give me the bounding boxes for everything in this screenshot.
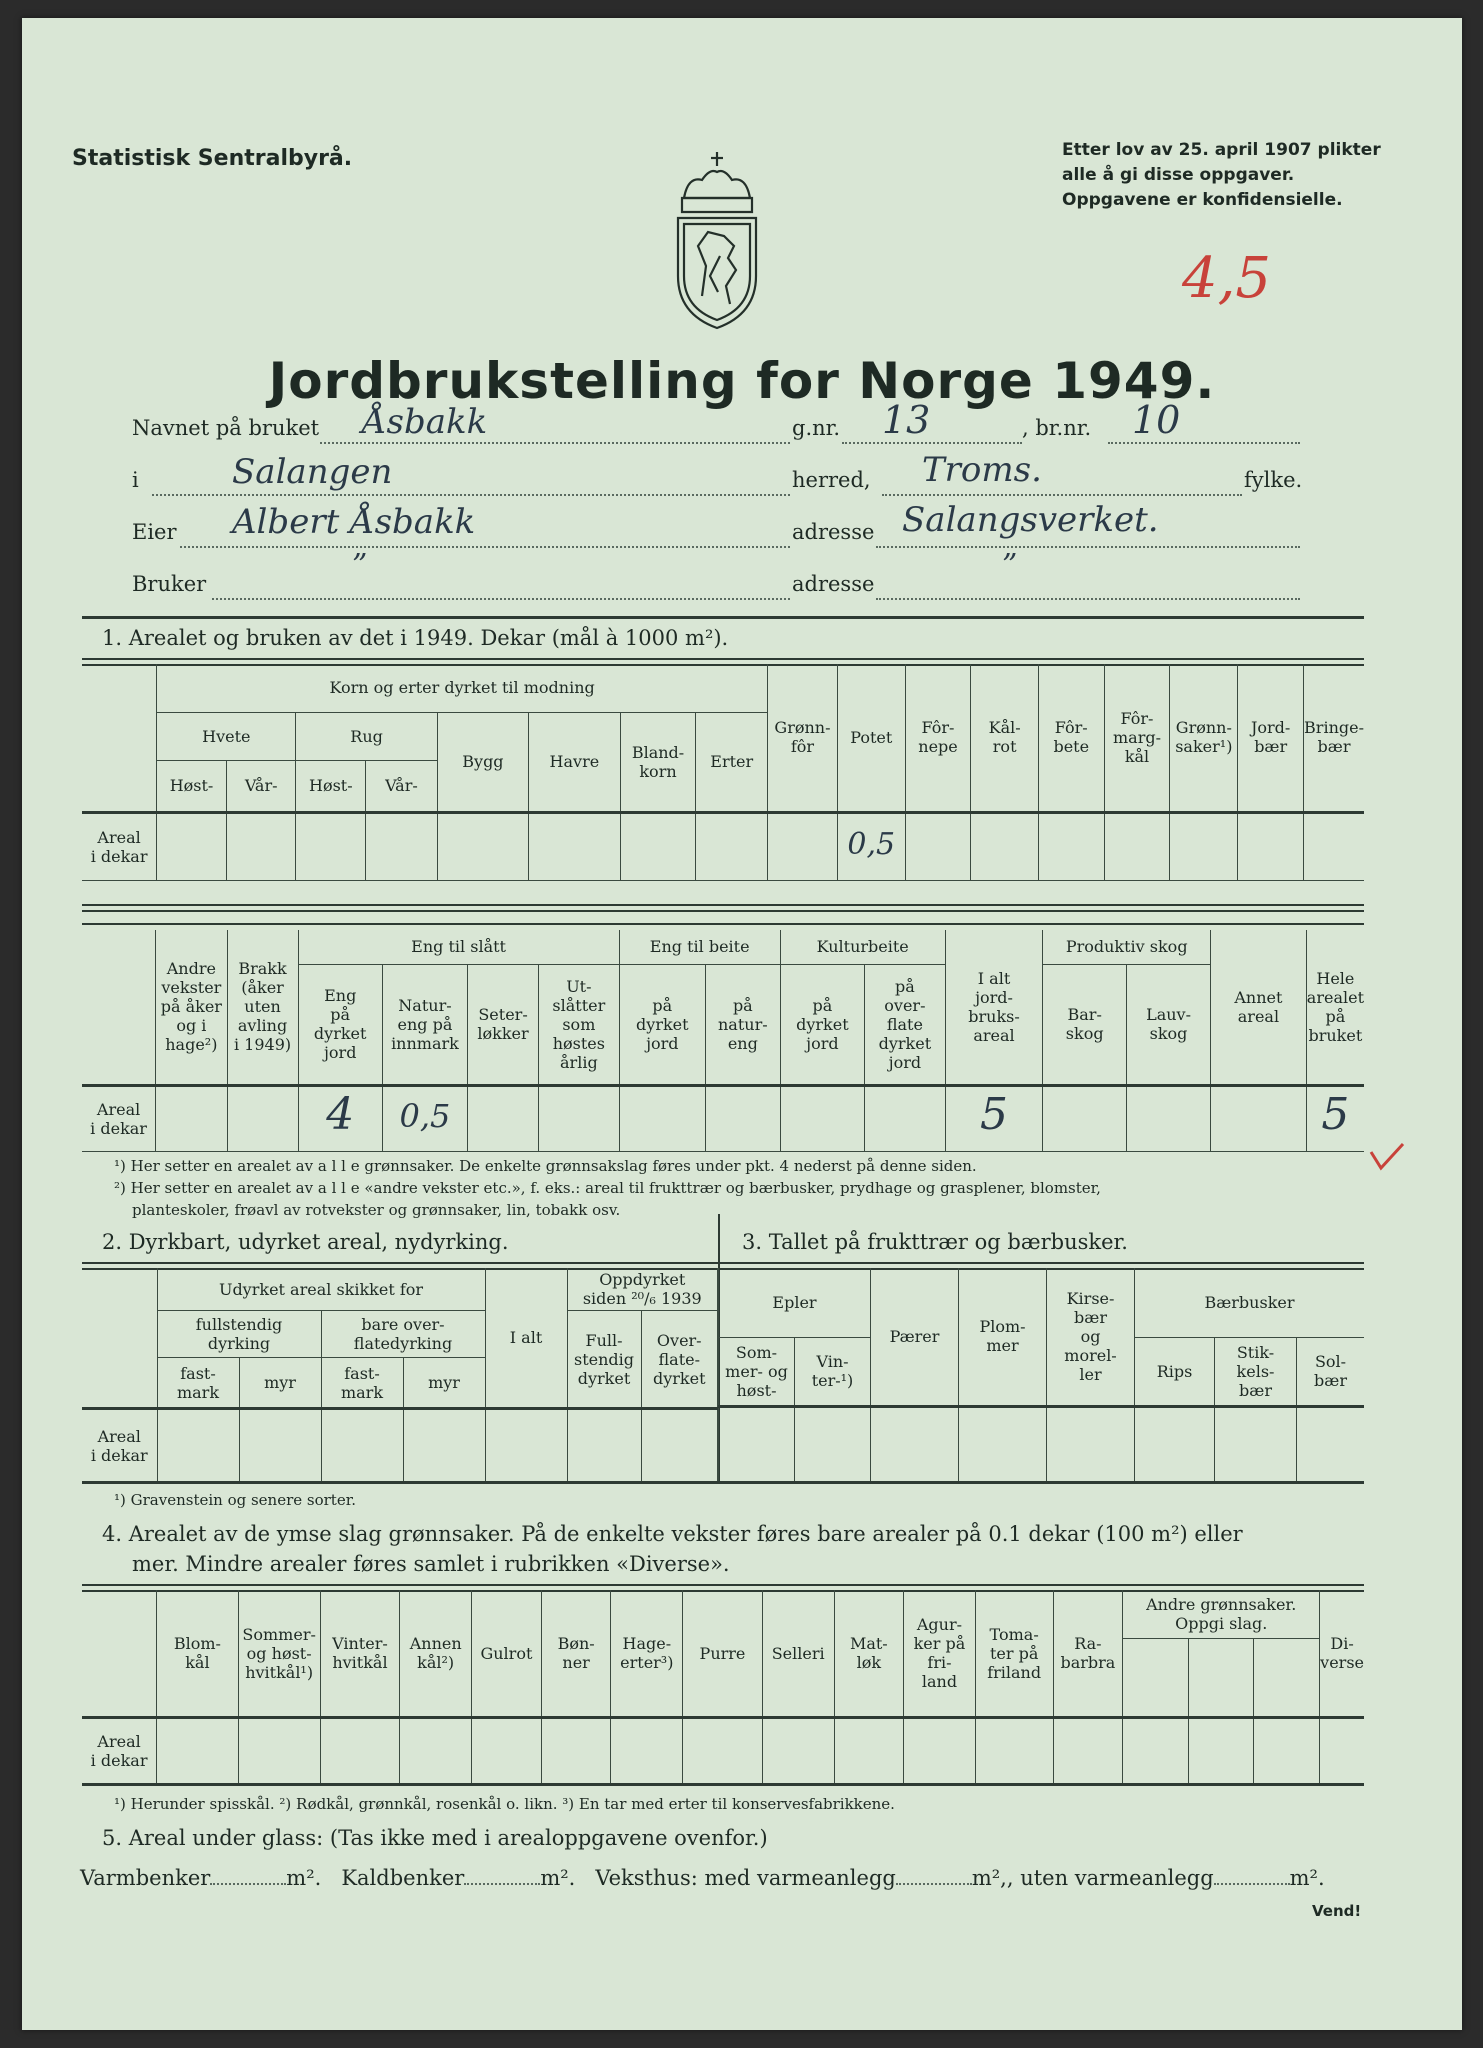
oppdyrket-group-header: Oppdyrket siden ²⁰/₆ 1939 — [567, 1268, 718, 1311]
vegetable-header: Hage- erter³) — [611, 1590, 683, 1718]
fullstendig-header: fullstendig dyrking — [157, 1311, 321, 1358]
input-cell[interactable] — [227, 1085, 298, 1151]
section1-heading: 1. Arealet og bruken av det i 1949. Dekar (mål à 1000 m²). — [102, 626, 729, 650]
full-dyrket-header: Full- stendig dyrket — [567, 1311, 641, 1409]
section1-area-table — [82, 930, 1364, 1152]
rug-var-header: Vår- — [366, 760, 438, 812]
rug-header: Rug — [296, 712, 437, 760]
law-notice-line: Etter lov av 25. april 1907 plikter — [1062, 140, 1381, 160]
gronnsaker-header: Grønn- saker¹) — [1170, 664, 1238, 812]
input-cell[interactable] — [366, 812, 438, 880]
paerer-header: Pærer — [871, 1268, 959, 1406]
section4-footnote: ¹) Herunder spisskål. ²) Rødkål, grønnkål, rosenkål o. likn. ³) En tar med erter til konservesfabrikkene. — [114, 1795, 895, 1813]
section1-footnote: planteskoler, frøavl av rotvekster og grønnsaker, lin, tobakk osv. — [132, 1201, 621, 1219]
separator — [82, 904, 1364, 912]
kaldbenker-input[interactable] — [464, 1883, 540, 1885]
ialt-jordbruksareal-header: I alt jord- bruks- areal — [945, 930, 1043, 1085]
annet-areal-header: Annet areal — [1211, 930, 1307, 1085]
input-cell[interactable] — [1320, 1718, 1364, 1785]
row-label — [82, 1718, 157, 1785]
section5-heading: 5. Areal under glass: (Tas ikke med i arealoppgavene ovenfor.) — [102, 1826, 768, 1850]
input-cell[interactable] — [905, 812, 971, 880]
myr-header: myr — [403, 1358, 485, 1409]
handwritten-number: 4,5 — [1182, 246, 1272, 311]
row-label-line: Areal — [97, 1426, 141, 1446]
farm-name-line[interactable] — [320, 442, 790, 444]
plommer-header: Plom- mer — [959, 1268, 1047, 1406]
naturleng-value: 0,5 — [399, 1096, 451, 1135]
input-cell[interactable] — [611, 1718, 683, 1785]
ialt-header: I alt — [485, 1268, 567, 1409]
seterlokker-header: Seter- løkker — [468, 964, 539, 1085]
input-cell[interactable] — [437, 812, 528, 880]
input-cell[interactable] — [975, 1718, 1053, 1785]
vegetable-header: Bøn- ner — [541, 1590, 611, 1718]
baerbusker-group-header: Bærbusker — [1135, 1268, 1365, 1337]
user-label: Bruker — [132, 572, 207, 596]
formargkal-header: Fôr- marg- kål — [1104, 664, 1170, 812]
section2-heading: 2. Dyrkbart, udyrket areal, nydyrking. — [102, 1230, 509, 1254]
bringebaer-header: Bringe- bær — [1304, 664, 1364, 812]
gnr-line[interactable] — [842, 442, 1022, 444]
farm-name-label: Navnet på bruket — [132, 416, 320, 440]
eng-beite-group-header: Eng til beite — [619, 930, 780, 964]
input-cell[interactable] — [683, 1718, 763, 1785]
input-cell[interactable] — [296, 812, 366, 880]
brnr-value: 10 — [1132, 398, 1181, 442]
input-cell[interactable] — [696, 812, 768, 880]
row-label-line: Areal — [97, 1732, 141, 1752]
forbete-header: Fôr- bete — [1038, 664, 1104, 812]
jordbaer-header: Jord- bær — [1238, 664, 1304, 812]
unit-label: m², — [971, 1866, 1007, 1890]
input-cell[interactable] — [1127, 1085, 1211, 1151]
section1-crop-table — [82, 664, 1364, 881]
input-cell[interactable] — [485, 1409, 567, 1483]
row-label-line: Areal — [97, 827, 141, 847]
owner-address-value: Salangsverket. — [902, 500, 1159, 540]
over-dyrket-header: Over- flate- dyrket — [641, 1311, 718, 1409]
hele-arealet-header: Hele arealet på bruket — [1306, 930, 1364, 1085]
input-cell[interactable] — [865, 1085, 946, 1151]
separator — [82, 616, 1364, 619]
kulturbeite-group-header: Kulturbeite — [780, 930, 945, 964]
section4-table — [82, 1590, 1364, 1786]
input-cell[interactable] — [959, 1406, 1047, 1482]
input-cell[interactable] — [1254, 1639, 1320, 1718]
input-cell[interactable] — [539, 1085, 620, 1151]
input-cell[interactable] — [768, 812, 838, 880]
gronnfor-header: Grønn- fôr — [768, 664, 838, 812]
user-address-line[interactable] — [876, 598, 1300, 600]
vegetable-header: Sommer- og høst- hvitkål¹) — [238, 1590, 320, 1718]
law-notice-line: alle å gi disse oppgaver. — [1062, 165, 1295, 185]
input-cell[interactable] — [1047, 1406, 1135, 1482]
ialt-value-cell[interactable] — [945, 1085, 1043, 1151]
andre-gronnsaker-header: Andre grønnsaker. Oppgi slag. — [1123, 1590, 1320, 1639]
input-cell[interactable] — [1104, 812, 1170, 880]
fastmark-header: fast- mark — [157, 1358, 239, 1409]
vegetable-header: Ra- barbra — [1053, 1590, 1123, 1718]
brakk-header: Brakk (åker uten avling i 1949) — [227, 930, 298, 1085]
user-address-value: ” — [1002, 548, 1018, 583]
input-cell[interactable] — [871, 1406, 959, 1482]
veksthus-uten-input[interactable] — [1214, 1883, 1290, 1885]
kulturbeite-overflate-header: på over- flate dyrket jord — [865, 964, 946, 1085]
fastmark-header: fast- mark — [321, 1358, 403, 1409]
law-notice-line: Oppgavene er konfidensielle. — [1062, 190, 1343, 210]
input-cell[interactable] — [619, 1085, 705, 1151]
herred-value: Troms. — [922, 450, 1042, 490]
input-cell[interactable] — [762, 1718, 834, 1785]
owner-label: Eier — [132, 520, 177, 544]
input-cell[interactable] — [226, 812, 296, 880]
input-cell[interactable] — [238, 1718, 320, 1785]
section2-table — [82, 1268, 718, 1484]
row-label-line: i dekar — [90, 1751, 148, 1771]
coat-of-arms-icon — [662, 146, 772, 336]
diverse-header: Di- verse — [1320, 1590, 1364, 1718]
input-cell[interactable] — [795, 1406, 871, 1482]
udyrket-group-header: Udyrket areal skikket for — [157, 1268, 485, 1311]
form-sheet — [22, 18, 1462, 2030]
separator — [82, 923, 1364, 925]
input-cell[interactable] — [1123, 1639, 1189, 1718]
input-cell[interactable] — [403, 1409, 485, 1483]
unit-label: m². — [1289, 1866, 1325, 1890]
hele-value-cell[interactable] — [1306, 1085, 1364, 1151]
input-cell[interactable] — [567, 1409, 641, 1483]
andre-vekster-header: Andre vekster på åker og i hage²) — [156, 930, 227, 1085]
input-cell[interactable] — [157, 1409, 239, 1483]
herred-line[interactable] — [882, 494, 1242, 496]
input-cell[interactable] — [641, 1409, 718, 1483]
stikkelsbaer-header: Stik- kels- bær — [1215, 1337, 1297, 1406]
agency-name: Statistisk Sentralbyrå. — [72, 146, 353, 171]
naturleng-value-cell[interactable] — [382, 1085, 467, 1151]
uten-label: , uten varmeanlegg — [1006, 1866, 1214, 1890]
gnr-value: 13 — [882, 398, 931, 442]
input-cell[interactable] — [1297, 1406, 1365, 1482]
owner-value: Albert Åsbakk — [232, 502, 476, 542]
utslatter-header: Ut- slåtter som høstes årlig — [539, 964, 620, 1085]
barskog-header: Bar- skog — [1043, 964, 1127, 1085]
input-cell[interactable] — [1135, 1406, 1215, 1482]
kaldbenker-label: Kaldbenker — [341, 1866, 465, 1890]
vegetable-header: Gulrot — [472, 1590, 542, 1718]
input-cell[interactable] — [834, 1718, 904, 1785]
section4-heading: 4. Arealet av de ymse slag grønnsaker. På de enkelte vekster føres bare arealer på 0.1 dekar (100 m²) eller — [102, 1522, 1243, 1546]
vegetable-header: Annen kål²) — [400, 1590, 472, 1718]
section1-footnote: ¹) Her setter en arealet av a l l e grønnsaker. De enkelte grønnsakslag føres under pkt. 4 nederst på denne siden. — [114, 1157, 977, 1175]
vegetable-header: Agur- ker på fri- land — [904, 1590, 976, 1718]
unit-label: m². — [540, 1866, 576, 1890]
ialt-value: 5 — [980, 1088, 1009, 1140]
input-cell[interactable] — [1254, 1718, 1320, 1785]
erter-header: Erter — [696, 712, 768, 812]
naturleng-header: Natur- eng på innmark — [382, 964, 467, 1085]
page-title: Jordbrukstelling for Norge 1949. — [268, 352, 1216, 410]
eng-dyrket-value: 4 — [326, 1088, 355, 1140]
kirsebaer-header: Kirse- bær og morel- ler — [1047, 1268, 1135, 1406]
input-cell[interactable] — [780, 1085, 864, 1151]
owner-address-line[interactable] — [876, 546, 1300, 548]
input-cell[interactable] — [705, 1085, 780, 1151]
epler-group-header: Epler — [719, 1268, 871, 1337]
row-label-line: i dekar — [90, 1118, 147, 1138]
vegetable-header: Mat- løk — [834, 1590, 904, 1718]
section3-heading: 3. Tallet på frukttrær og bærbusker. — [742, 1230, 1128, 1254]
input-cell[interactable] — [1211, 1085, 1307, 1151]
potet-value-cell[interactable] — [837, 812, 905, 880]
user-line[interactable] — [212, 598, 790, 600]
section3-table — [718, 1268, 1364, 1484]
vegetable-header: Vinter- hvitkål — [320, 1590, 400, 1718]
brnr-label: , br.nr. — [1022, 416, 1092, 440]
eng-slatt-group-header: Eng til slått — [298, 930, 619, 964]
blandkorn-header: Bland- korn — [620, 712, 696, 812]
input-cell[interactable] — [157, 812, 227, 880]
user-address-label: adresse — [792, 572, 875, 596]
input-cell[interactable] — [239, 1409, 321, 1483]
veksthus-varme-input[interactable] — [896, 1883, 972, 1885]
fylke-label: fylke. — [1244, 468, 1303, 492]
input-cell[interactable] — [321, 1409, 403, 1483]
varmbenker-label: Varmbenker — [80, 1866, 211, 1890]
row-label — [82, 812, 157, 880]
bare-over-header: bare over- flatedyrking — [321, 1311, 485, 1358]
red-check-icon — [1367, 1136, 1407, 1176]
sommer-header: Som- mer- og høst- — [719, 1337, 795, 1406]
input-cell[interactable] — [157, 1718, 239, 1785]
law-notice — [1062, 138, 1381, 213]
input-cell[interactable] — [1215, 1406, 1297, 1482]
row-label-line: i dekar — [90, 846, 148, 866]
input-cell[interactable] — [400, 1718, 472, 1785]
vegetable-header: Toma- ter på friland — [975, 1590, 1053, 1718]
input-cell[interactable] — [719, 1406, 795, 1482]
turn-over-note: Vend! — [1312, 1902, 1362, 1920]
kalrot-header: Kål- rot — [971, 664, 1039, 812]
input-cell[interactable] — [472, 1718, 542, 1785]
in-value: Salangen — [232, 452, 393, 492]
row-label — [82, 1409, 157, 1483]
havre-header: Havre — [529, 712, 621, 812]
owner-address-label: adresse — [792, 520, 875, 544]
row-label — [82, 1085, 156, 1151]
hele-value: 5 — [1321, 1088, 1350, 1140]
skog-group-header: Produktiv skog — [1043, 930, 1211, 964]
vinter-header: Vin- ter-¹) — [795, 1337, 871, 1406]
korn-group-header: Korn og erter dyrket til modning — [157, 664, 768, 712]
lauvskog-header: Lauv- skog — [1127, 964, 1211, 1085]
in-label: i — [132, 468, 139, 492]
beite-dyrket-header: på dyrket jord — [619, 964, 705, 1085]
vegetable-header: Blom- kål — [157, 1590, 239, 1718]
rips-header: Rips — [1135, 1337, 1215, 1406]
input-cell[interactable] — [971, 812, 1039, 880]
section4-heading: mer. Mindre arealer føres samlet i rubrikken «Diverse». — [132, 1552, 730, 1576]
input-cell[interactable] — [1043, 1085, 1127, 1151]
row-label-line: i dekar — [90, 1445, 148, 1465]
input-cell[interactable] — [541, 1718, 611, 1785]
input-cell[interactable] — [320, 1718, 400, 1785]
bygg-header: Bygg — [437, 712, 528, 812]
hvete-host-header: Høst- — [157, 760, 227, 812]
vegetable-header: Purre — [683, 1590, 763, 1718]
input-cell[interactable] — [1238, 812, 1304, 880]
section2-footnote: ¹) Gravenstein og senere sorter. — [114, 1491, 356, 1509]
input-cell[interactable] — [1188, 1639, 1254, 1718]
kulturbeite-dyrket-header: på dyrket jord — [780, 964, 864, 1085]
glass-area-line — [80, 1866, 1370, 1890]
owner-line[interactable] — [180, 546, 790, 548]
myr-header: myr — [239, 1358, 321, 1409]
rug-host-header: Høst- — [296, 760, 366, 812]
input-cell[interactable] — [1170, 812, 1238, 880]
brnr-line[interactable] — [1108, 442, 1300, 444]
eng-dyrket-value-cell[interactable] — [298, 1085, 382, 1151]
input-cell[interactable] — [529, 812, 621, 880]
input-cell[interactable] — [156, 1085, 227, 1151]
input-cell[interactable] — [620, 812, 696, 880]
veksthus-label: Veksthus: med varmeanlegg — [595, 1866, 896, 1890]
potet-value: 0,5 — [847, 827, 896, 862]
hvete-header: Hvete — [157, 712, 296, 760]
input-cell[interactable] — [468, 1085, 539, 1151]
vegetable-header: Selleri — [762, 1590, 834, 1718]
fornepe-header: Fôr- nepe — [905, 664, 971, 812]
input-cell[interactable] — [1123, 1718, 1189, 1785]
hvete-var-header: Vår- — [226, 760, 296, 812]
herred-label: herred, — [792, 468, 871, 492]
section1-footnote: ²) Her setter en arealet av a l l e «andre vekster etc.», f. eks.: areal til frukttrær og bærbusker, prydhage og grasplener, blomster, — [114, 1179, 1101, 1197]
input-cell[interactable] — [1304, 812, 1364, 880]
gnr-label: g.nr. — [792, 416, 841, 440]
varmbenker-input[interactable] — [210, 1883, 286, 1885]
input-cell[interactable] — [904, 1718, 976, 1785]
unit-label: m². — [286, 1866, 322, 1890]
eng-dyrket-header: Eng på dyrket jord — [298, 964, 382, 1085]
user-value: ” — [352, 548, 368, 583]
input-cell[interactable] — [1053, 1718, 1123, 1785]
input-cell[interactable] — [1038, 812, 1104, 880]
potet-header: Potet — [837, 664, 905, 812]
row-label-line: Areal — [96, 1099, 141, 1119]
solbaer-header: Sol- bær — [1297, 1337, 1365, 1406]
in-line[interactable] — [152, 494, 790, 496]
input-cell[interactable] — [1188, 1718, 1254, 1785]
farm-name-value: Åsbakk — [362, 402, 488, 442]
beite-natur-header: på natur- eng — [705, 964, 780, 1085]
